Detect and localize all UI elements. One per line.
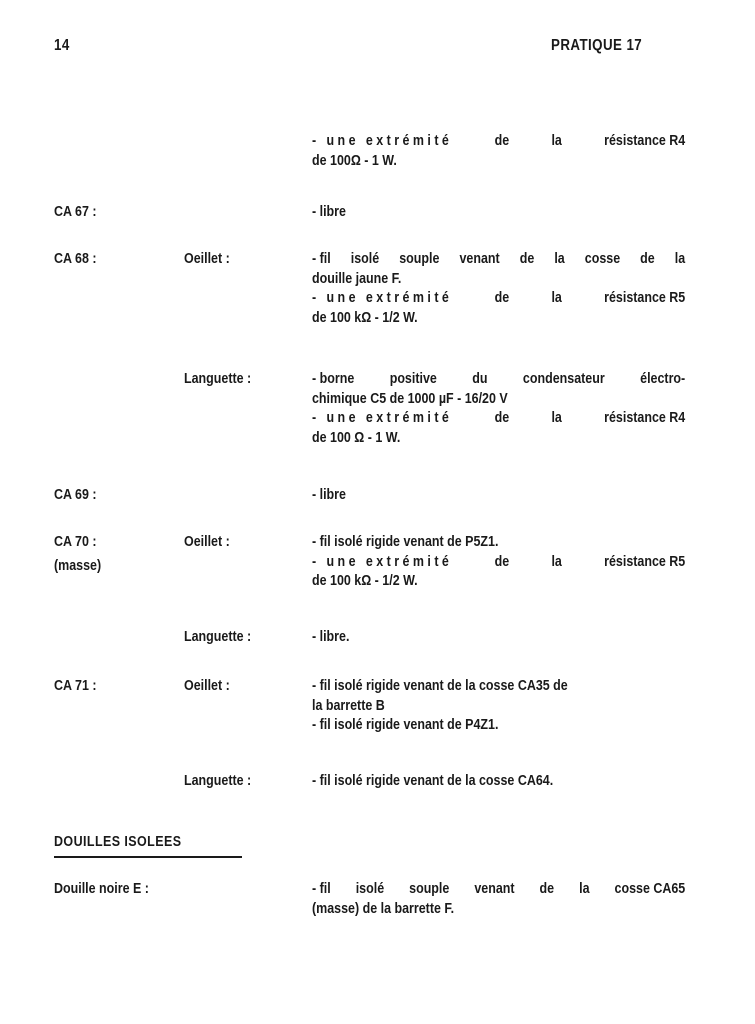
running-title: PRATIQUE 17: [551, 37, 643, 54]
text-line: chimique C5 de 1000 µF - 16/20 V: [312, 390, 508, 407]
text-line: de 100 kΩ - 1/2 W.: [312, 573, 418, 589]
socket-label: Douille noire E :: [54, 881, 149, 897]
terminal-description: [312, 486, 740, 506]
text-line: - fil isolé souple venant de la cosse de la: [312, 251, 686, 267]
section-heading: DOUILLES ISOLEES: [54, 834, 182, 850]
terminal-description: [312, 772, 740, 792]
terminal-description: [312, 628, 740, 648]
terminal-id: CA 67 :: [54, 204, 97, 220]
text-line: douille jaune F.: [312, 270, 402, 287]
terminal-id: CA 68 :: [54, 251, 97, 267]
text-line: de 100 kΩ - 1/2 W.: [312, 309, 418, 326]
terminal-description: [312, 203, 740, 223]
part-label: Oeillet :: [184, 251, 230, 267]
text-line: - libre: [312, 204, 346, 220]
terminal-description: [312, 250, 740, 328]
text-line: - fil isolé rigide venant de P4Z1.: [312, 717, 499, 733]
text-line: - fil isolé rigide venant de P5Z1.: [312, 534, 499, 550]
text-line: - fil isolé rigide venant de la cosse CA35 de: [312, 678, 568, 694]
terminal-id: CA 69 :: [54, 487, 97, 503]
terminal-description: [312, 533, 740, 592]
terminal-note: (masse): [54, 558, 102, 574]
terminal-id: CA 70 :: [54, 534, 97, 550]
text-line: - fil isolé souple venant de la cosse CA65: [312, 881, 686, 897]
part-label: Oeillet :: [184, 678, 230, 694]
terminal-description: [312, 370, 740, 448]
terminal-id: CA 71 :: [54, 678, 97, 694]
text-line: de 100 Ω - 1 W.: [312, 429, 401, 446]
text-line: - fil isolé rigide venant de la cosse CA64.: [312, 773, 554, 789]
page-number: 14: [54, 37, 70, 54]
part-label: Languette :: [184, 629, 252, 645]
part-label: Languette :: [184, 371, 252, 387]
socket-description: [312, 880, 740, 919]
continuation-text: [312, 132, 740, 171]
text-line: - libre: [312, 487, 346, 503]
text-line: - une extrémité de la résistance R5: [312, 290, 686, 306]
text-line: - libre.: [312, 629, 350, 645]
text-line: de 100Ω - 1 W.: [312, 152, 397, 169]
text-line: (masse) de la barrette F.: [312, 900, 455, 917]
part-label: Oeillet :: [184, 534, 230, 550]
text-line: - une extrémité de la résistance R5: [312, 553, 686, 570]
terminal-description: [312, 677, 740, 736]
text-line: - une extrémité de la résistance R4: [312, 410, 686, 426]
text-line: - une extrémité de la résistance R4: [312, 133, 686, 149]
part-label: Languette :: [184, 773, 252, 789]
text-line: la barrette B: [312, 697, 385, 714]
heading-underline: [54, 856, 242, 858]
text-line: - borne positive du condensateur électro-: [312, 371, 686, 387]
